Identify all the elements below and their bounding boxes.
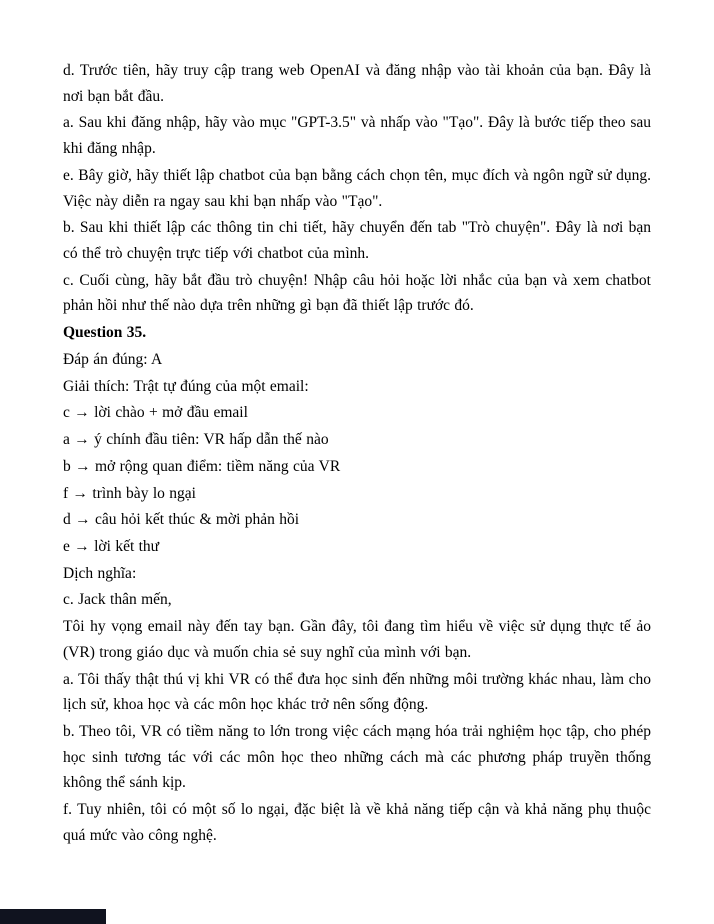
order-line-e: e → lời kết thư (63, 537, 160, 555)
translation-b: b. Theo tôi, VR có tiềm năng to lớn trong việc cách mạng hóa trải nghiệm học tập, cho phép học sinh tương tác với các môn học theo những cách mà các phương pháp truyền thống không thể sánh kịp. (63, 722, 651, 792)
paragraph-step-a: a. Sau khi đăng nhập, hãy vào mục "GPT-3.5" và nhấp vào "Tạo". Đây là bước tiếp theo sau khi đăng nhập. (63, 114, 651, 158)
order-line-a: a → ý chính đầu tiên: VR hấp dẫn thế nào (63, 431, 329, 449)
paragraph-step-d: d. Trước tiên, hãy truy cập trang web OpenAI và đăng nhập vào tài khoản của bạn. Đây là nơi bạn bắt đầu. (63, 62, 651, 105)
document-body (63, 58, 651, 849)
translation-greeting: c. Jack thân mến, (63, 591, 172, 609)
translation-label: Dịch nghĩa: (63, 564, 137, 582)
order-line-d: d → câu hỏi kết thúc & mời phản hồi (63, 511, 300, 529)
question-35-heading: Question 35. (63, 324, 147, 342)
translation-a: a. Tôi thấy thật thú vị khi VR có thể đưa học sinh đến những môi trường khác nhau, làm cho lịch sử, khoa học và các môn học khác trở nên sống động. (63, 670, 651, 714)
paragraph-step-e: e. Bây giờ, hãy thiết lập chatbot của bạn bằng cách chọn tên, mục đích và ngôn ngữ sử dụng. Việc này diễn ra ngay sau khi bạn nhấp vào "Tạo". (63, 166, 651, 210)
answer-line: Đáp án đúng: A (63, 350, 163, 368)
order-line-c: c → lời chào + mở đầu email (63, 404, 248, 422)
order-line-b: b → mở rộng quan điểm: tiềm năng của VR (63, 457, 341, 475)
translation-intro: Tôi hy vọng email này đến tay bạn. Gần đây, tôi đang tìm hiểu về việc sử dụng thực tế ảo (VR) trong giáo dục và muốn chia sẻ suy nghĩ của mình với bạn. (63, 618, 651, 661)
footer-bar (0, 909, 106, 924)
translation-f: f. Tuy nhiên, tôi có một số lo ngại, đặc biệt là về khả năng tiếp cận và khả năng phụ thuộc quá mức vào công nghệ. (63, 801, 651, 844)
order-line-f: f → trình bày lo ngại (63, 484, 196, 502)
paragraph-step-b: b. Sau khi thiết lập các thông tin chi tiết, hãy chuyển đến tab "Trò chuyện". Đây là nơi bạn có thể trò chuyện trực tiếp với chatbot của mình. (63, 219, 651, 263)
explanation-line: Giải thích: Trật tự đúng của một email: (63, 377, 309, 395)
paragraph-step-c: c. Cuối cùng, hãy bắt đầu trò chuyện! Nhập câu hỏi hoặc lời nhắc của bạn và xem chatbot phản hồi như thế nào dựa trên những gì bạn đã thiết lập trước đó. (63, 271, 651, 315)
